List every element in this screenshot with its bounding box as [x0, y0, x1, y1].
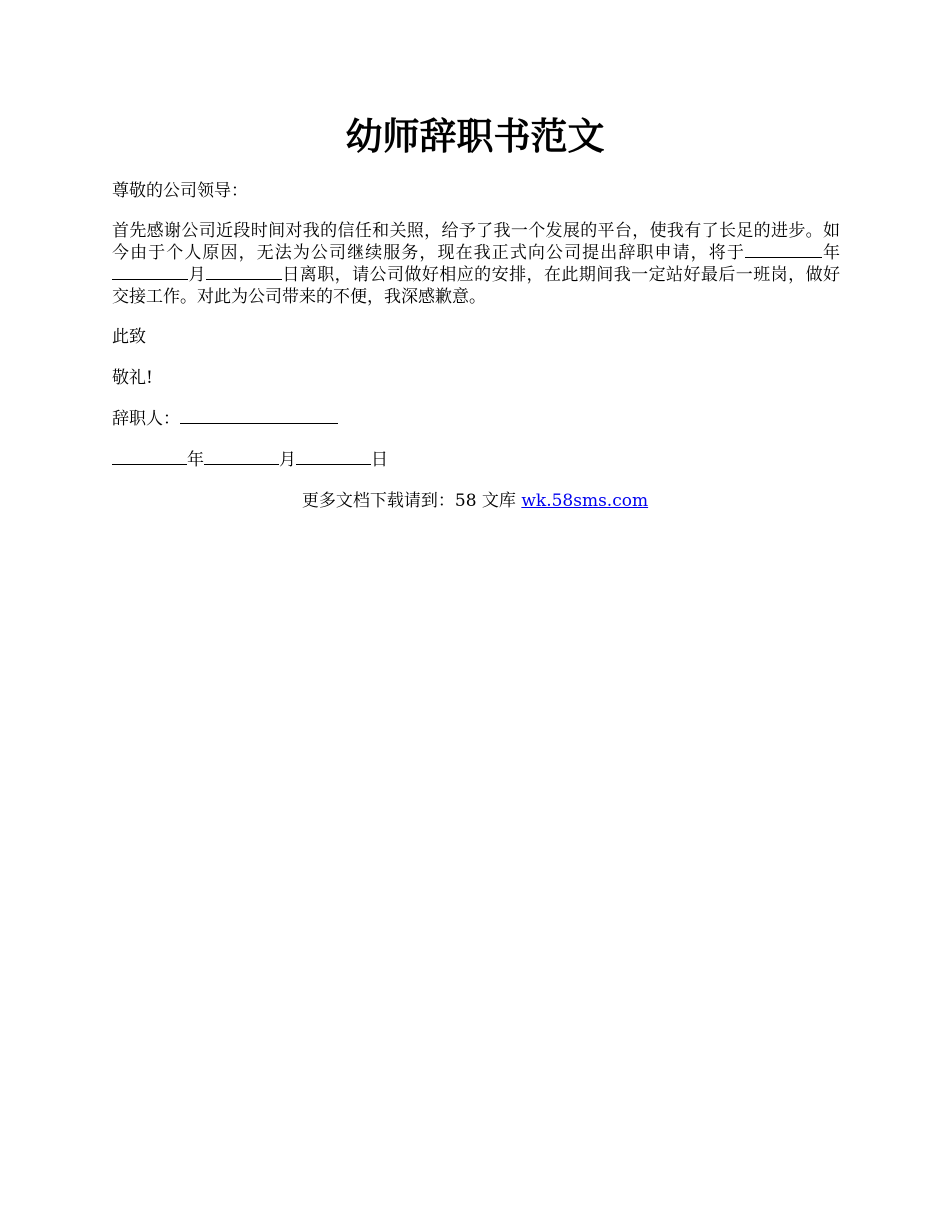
body-text-part1: 首先感谢公司近段时间对我的信任和关照，给予了我一个发展的平台，使我有了长足的进步。如今由于个人原因，无法为公司继续服务，现在我正式向公司提出辞职申请，将于: [112, 221, 840, 263]
date-year-blank: [112, 449, 187, 465]
footer-download-note: [0, 490, 950, 512]
date-day-label: 日: [371, 450, 388, 470]
document-title: 幼师辞职书范文: [345, 114, 605, 158]
footer-text: 更多文档下载请到：58 文库: [301, 491, 522, 511]
date-year-label: 年: [187, 450, 204, 470]
blank-year-field: [745, 242, 822, 258]
closing-line-2: 敬礼!: [112, 368, 153, 388]
salutation: 尊敬的公司领导：: [112, 181, 248, 201]
date-month-label: 月: [279, 450, 296, 470]
signature-blank: [180, 408, 338, 424]
date-month-blank: [204, 449, 279, 465]
body-text-part2: 日离职，请公司做好相应的安排，在此期间我一定站好最后一班岗，做好交接工作。对此为公司带来的不便，我深感歉意。: [112, 265, 841, 307]
blank-month-field: [112, 264, 188, 280]
blank-day-field: [206, 264, 282, 280]
footer-link[interactable]: wk.58sms.com: [521, 491, 649, 511]
date-line: [112, 449, 840, 471]
closing-line-1: 此致: [112, 327, 146, 347]
document-body: [112, 180, 840, 471]
signature-line: [112, 408, 840, 430]
blank-month-label: 月: [188, 265, 206, 285]
body-paragraph: [112, 220, 840, 308]
signature-label: 辞职人：: [112, 409, 180, 429]
blank-year-label: 年: [821, 243, 841, 263]
date-day-blank: [296, 449, 371, 465]
